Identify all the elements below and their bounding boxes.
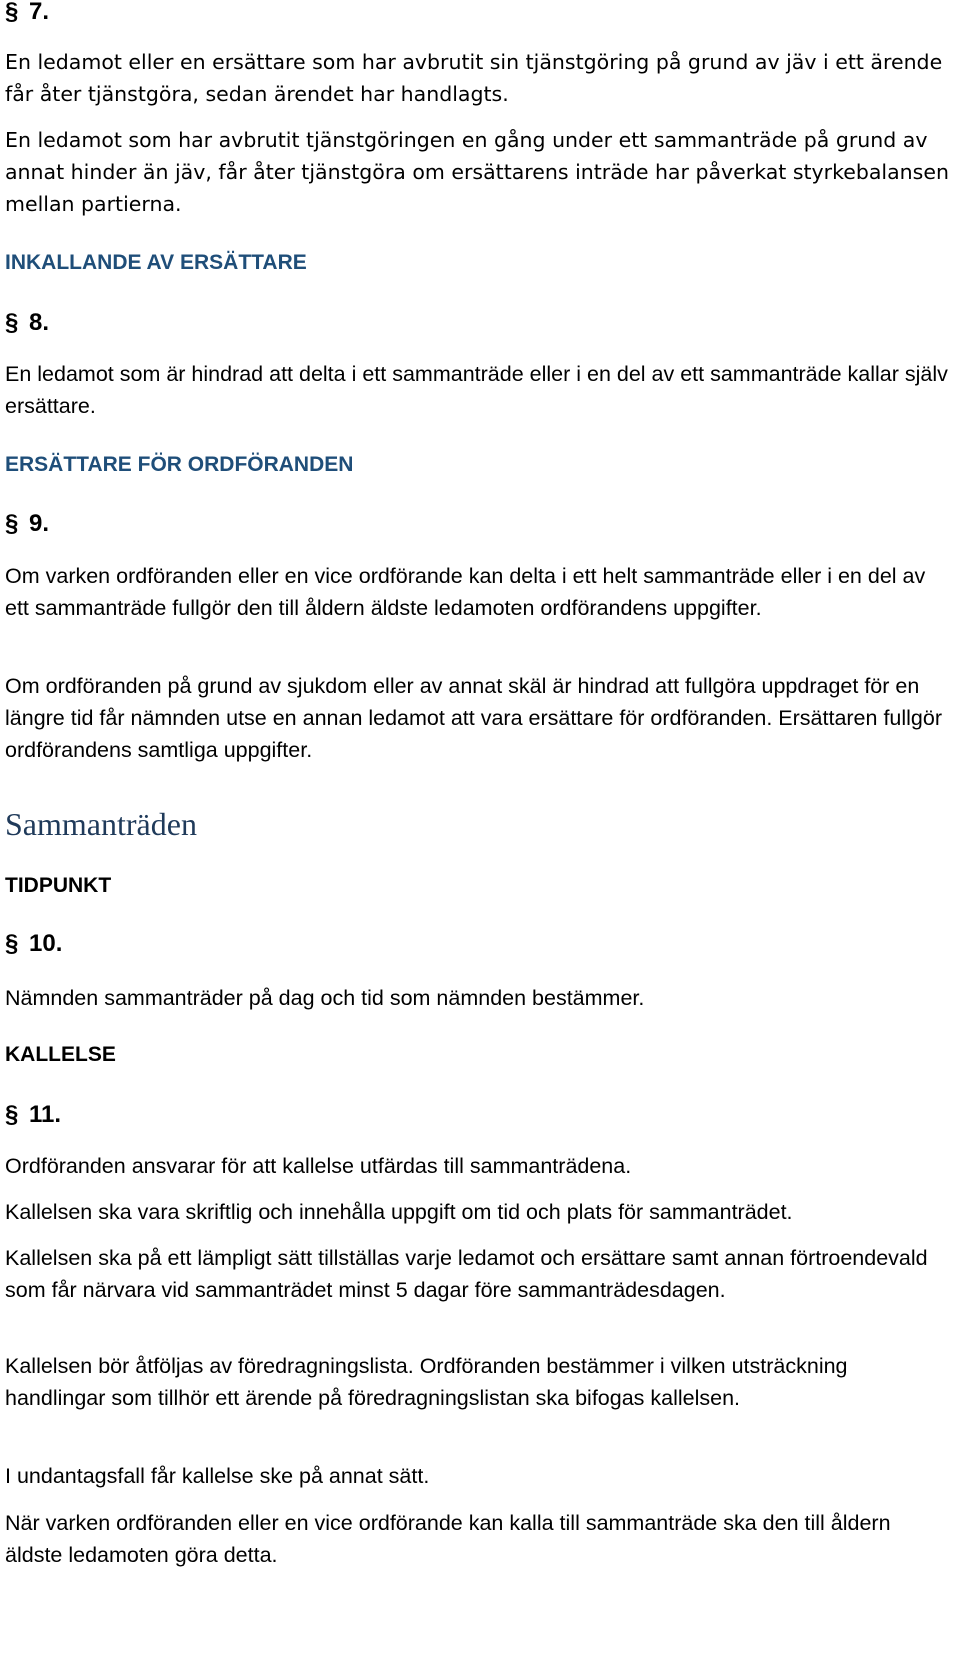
paragraph-7-2: En ledamot som har avbrutit tjänstgöringen en gång under ett sammanträde på grund av annat hinder än jäv, får åter tjänstgöra om ersättarens inträde har påverkat styrkebalansen mellan partierna. [5,128,949,216]
paragraph-11-5: I undantagsfall får kallelse ske på annat sätt. [5,1464,430,1488]
paragraph-9-1: Om varken ordföranden eller en vice ordförande kan delta i ett helt sammanträde eller i en del av ett sammanträde fullgör den till åldern äldste ledamoten ordförandens uppgifter. [5,564,926,620]
paragraph-11-1: Ordföranden ansvarar för att kallelse utfärdas till sammanträdena. [5,1154,632,1178]
paragraph-11-2: Kallelsen ska vara skriftlig och innehålla uppgift om tid och plats för sammanträdet. [5,1200,793,1224]
subheading-ersattare: ERSÄTTARE FÖR ORDFÖRANDEN [5,453,354,476]
section-heading-10 [5,930,62,958]
section-mark: § [5,510,19,537]
subheading-tidpunkt: TIDPUNKT [5,874,112,897]
paragraph-11-4: Kallelsen bör åtföljas av föredragningslista. Ordföranden bestämmer i vilken utsträckning handlingar som tillhör ett ärende på föredragningslistan ska bifogas kallelsen. [5,1354,848,1410]
section-mark: § [5,309,19,336]
paragraph-9-2: Om ordföranden på grund av sjukdom eller av annat skäl är hindrad att fullgöra uppdraget för en längre tid får nämnden utse en annan ledamot att vara ersättare för ordföranden. Ersättaren fullgör ordförandens samtliga uppgifter. [5,674,943,762]
subheading-inkallande: INKALLANDE AV ERSÄTTARE [5,251,307,274]
subheading-kallelse: KALLELSE [5,1043,116,1066]
section-mark: § [5,0,19,25]
paragraph-11-3: Kallelsen ska på ett lämpligt sätt tillställas varje ledamot och ersättare samt annan förtroendevald som får närvara vid sammanträdet minst 5 dagar före sammanträdesdagen. [5,1246,928,1302]
paragraph-8-1: En ledamot som är hindrad att delta i ett sammanträde eller i en del av ett sammanträde kallar själv ersättare. [5,362,948,418]
section-heading-8 [5,309,49,337]
chapter-title: Sammanträden [5,806,197,842]
section-number: 10. [29,930,63,957]
section-number: 9. [29,510,50,537]
section-number: 7. [29,0,50,25]
section-mark: § [5,930,19,957]
paragraph-11-6: När varken ordföranden eller en vice ordförande kan kalla till sammanträde ska den till åldern äldste ledamoten göra detta. [5,1511,891,1567]
section-heading-9 [5,510,49,538]
section-mark: § [5,1101,19,1128]
section-number: 11. [29,1101,62,1128]
section-number: 8. [29,309,50,336]
paragraph-10-1: Nämnden sammanträder på dag och tid som nämnden bestämmer. [5,986,645,1010]
paragraph-7-1: En ledamot eller en ersättare som har avbrutit sin tjänstgöring på grund av jäv i ett ärende får åter tjänstgöra, sedan ärendet har handlagts. [5,50,943,106]
section-heading-7 [5,0,49,26]
section-heading-11 [5,1101,61,1129]
